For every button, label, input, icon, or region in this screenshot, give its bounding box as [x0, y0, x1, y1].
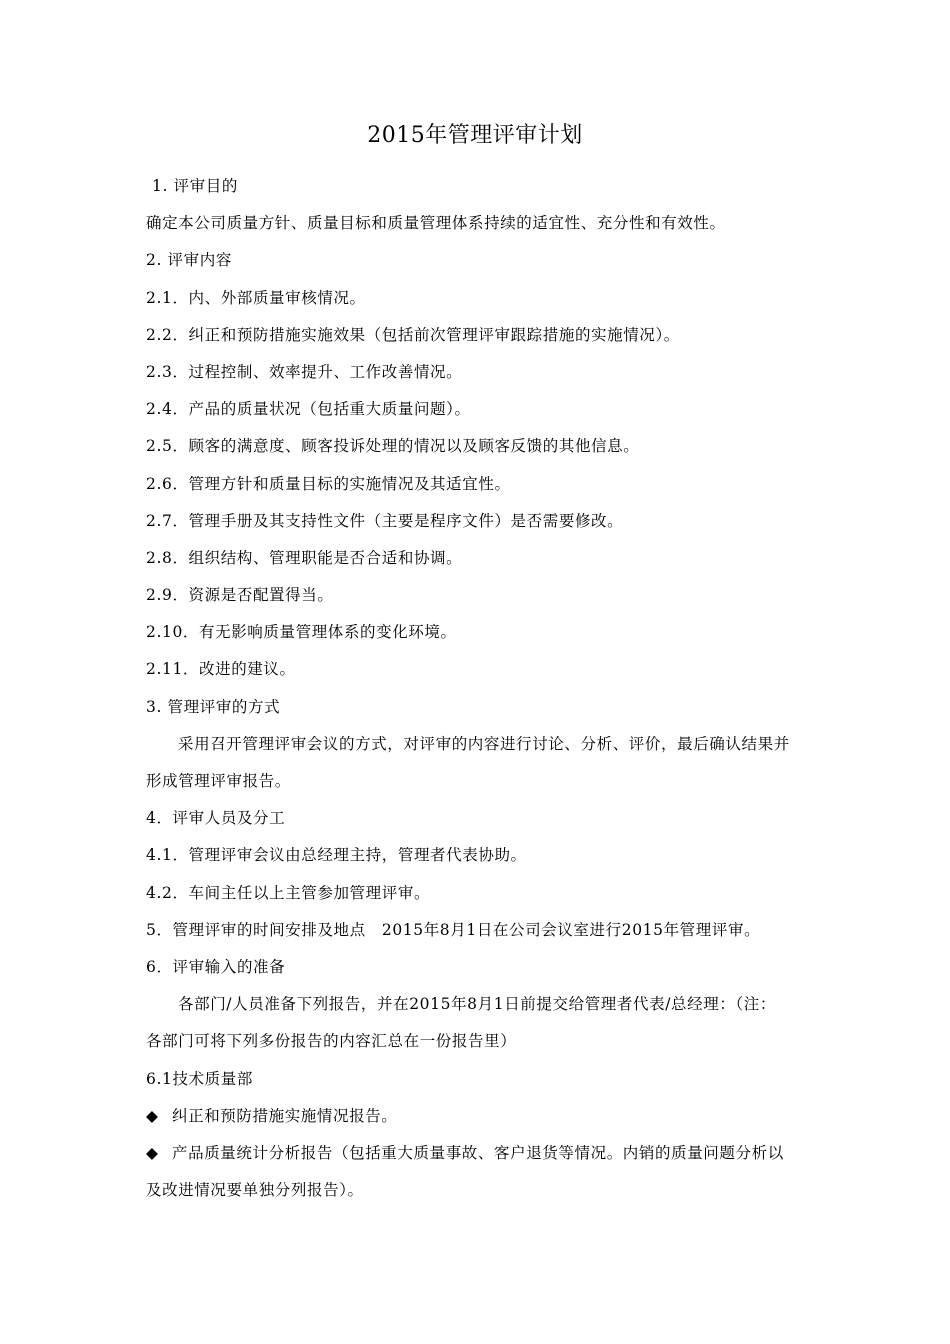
section-heading-3: 3. 管理评审的方式 [146, 697, 281, 716]
subsection-heading: 6.1技术质量部 [146, 1069, 253, 1088]
section-heading-6: 6．评审输入的准备 [146, 957, 286, 976]
list-item: 2.8．组织结构、管理职能是否合适和协调。 [146, 548, 463, 567]
paragraph-continuation: 形成管理评审报告。 [146, 772, 291, 790]
list-item: 2.5．顾客的满意度、顾客投诉处理的情况以及顾客反馈的其他信息。 [146, 437, 640, 456]
paragraph: 采用召开管理评审会议的方式，对评审的内容进行讨论、分析、评价，最后确认结果并 [178, 734, 790, 753]
bullet-text: 纠正和预防措施实施情况报告。 [172, 1106, 398, 1125]
list-item: 2.4．产品的质量状况（包括重大质量问题）。 [146, 400, 471, 419]
diamond-bullet-icon: ◆ [146, 1106, 159, 1125]
paragraph-continuation: 各部门可将下列多份报告的内容汇总在一份报告里） [146, 1032, 517, 1051]
diamond-bullet-icon: ◆ [146, 1143, 159, 1162]
list-item: 2.7．管理手册及其支持性文件（主要是程序文件）是否需要修改。 [146, 511, 624, 530]
bullet-text: 产品质量统计分析报告（包括重大质量事故、客户退货等情况。内销的质量问题分析以 [172, 1143, 784, 1162]
document-body [146, 168, 816, 1209]
list-item: 2.11．改进的建议。 [146, 660, 296, 679]
list-item: 2.6．管理方针和质量目标的实施情况及其适宜性。 [146, 474, 511, 493]
bullet-item [146, 1135, 816, 1172]
section-heading-5: 5．管理评审的时间安排及地点 2015年8月1日在公司会议室进行2015年管理评审。 [146, 920, 761, 939]
list-item: 2.9．资源是否配置得当。 [146, 586, 334, 605]
list-item: 4.1．管理评审会议由总经理主持，管理者代表协助。 [146, 846, 527, 865]
section-heading-2: 2. 评审内容 [146, 251, 232, 270]
list-item: 2.10．有无影响质量管理体系的变化环境。 [146, 623, 457, 642]
bullet-continuation: 及改进情况要单独分列报告）。 [146, 1181, 364, 1200]
document-title: 2015年管理评审计划 [367, 123, 583, 148]
list-item: 2.1．内、外部质量审核情况。 [146, 288, 366, 307]
paragraph: 各部门/人员准备下列报告，并在2015年8月1日前提交给管理者代表/总经理：（注： [178, 995, 776, 1014]
paragraph: 确定本公司质量方针、质量目标和质量管理体系持续的适宜性、充分性和有效性。 [146, 214, 726, 233]
list-item: 2.3．过程控制、效率提升、工作改善情况。 [146, 362, 463, 381]
bullet-item [146, 1098, 816, 1135]
list-item: 4.2．车间主任以上主管参加管理评审。 [146, 883, 431, 902]
section-heading-4: 4．评审人员及分工 [146, 809, 286, 828]
list-item: 2.2．纠正和预防措施实施效果（包括前次管理评审跟踪措施的实施情况）。 [146, 325, 680, 344]
section-heading-1: 1. 评审目的 [152, 177, 238, 195]
